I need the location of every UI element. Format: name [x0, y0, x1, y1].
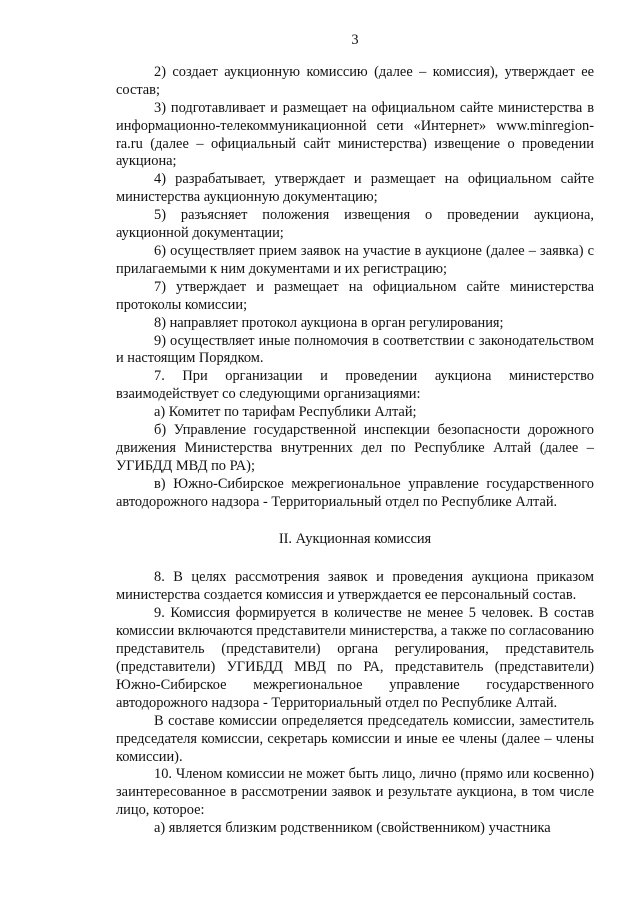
commission-section	[116, 569, 594, 838]
powers-list	[116, 64, 594, 512]
paragraph: в) Южно-Сибирское межрегиональное управление государственного автодорожного надзора - Территориальный отдел по Республике Алтай.	[116, 475, 594, 510]
paragraph: 9) осуществляет иные полномочия в соответствии с законодательством и настоящим Порядком.	[116, 332, 594, 367]
document-page	[116, 32, 594, 838]
paragraph: 9. Комиссия формируется в количестве не менее 5 человек. В состав комиссии включаются представители министерства, а также по согласованию представитель (представители) органа регулирования, представитель (представители) УГИБДД МВД по РА, представитель (представители) Южно-Сибирское межрегиональное управление государственного автодорожного надзора - Территориальный отдел по Республике Алтай.	[116, 605, 594, 711]
paragraph: 7) утверждает и размещает на официальном сайте министерства протоколы комиссии;	[116, 278, 594, 313]
page-number: 3	[351, 32, 359, 48]
paragraph: а) Комитет по тарифам Республики Алтай;	[154, 404, 417, 421]
paragraph: В составе комиссии определяется председатель комиссии, заместитель председателя комиссии, секретарь комиссии и иные ее члены (далее – члены комиссии).	[116, 712, 594, 765]
paragraph: 2) создает аукционную комиссию (далее – комиссия), утверждает ее состав;	[116, 63, 594, 98]
paragraph: 4) разрабатывает, утверждает и размещает на официальном сайте министерства аукционную документацию;	[116, 171, 594, 206]
paragraph: 5) разъясняет положения извещения о проведении аукциона, аукционной документации;	[116, 207, 594, 242]
paragraph: 7. При организации и проведении аукциона министерство взаимодействует со следующими организациями:	[116, 368, 594, 403]
paragraph: 6) осуществляет прием заявок на участие в аукционе (далее – заявка) с прилагаемыми к ним документами и их регистрацию;	[116, 242, 594, 277]
paragraph: а) является близким родственником (свойственником) участника	[154, 820, 551, 837]
paragraph: б) Управление государственной инспекции безопасности дорожного движения Министерства внутренних дел по Республике Алтай (далее – УГИБДД МВД по РА);	[116, 422, 594, 474]
paragraph: 3) подготавливает и размещает на официальном сайте министерства в информационно-телекоммуникационной сети «Интернет» www.minregion-ra.ru (далее – официальный сайт министерства) извещение о проведении аукциона;	[116, 99, 594, 170]
paragraph: 8. В целях рассмотрения заявок и проведения аукциона приказом министерства создается комиссия и утверждается ее персональный состав.	[116, 569, 594, 604]
paragraph: 10. Членом комиссии не может быть лицо, лично (прямо или косвенно) заинтересованное в рассмотрении заявок и результате аукциона, в том числе лицо, которое:	[116, 766, 594, 819]
paragraph: 8) направляет протокол аукциона в орган регулирования;	[154, 314, 504, 331]
section-heading: II. Аукционная комиссия	[278, 530, 432, 547]
